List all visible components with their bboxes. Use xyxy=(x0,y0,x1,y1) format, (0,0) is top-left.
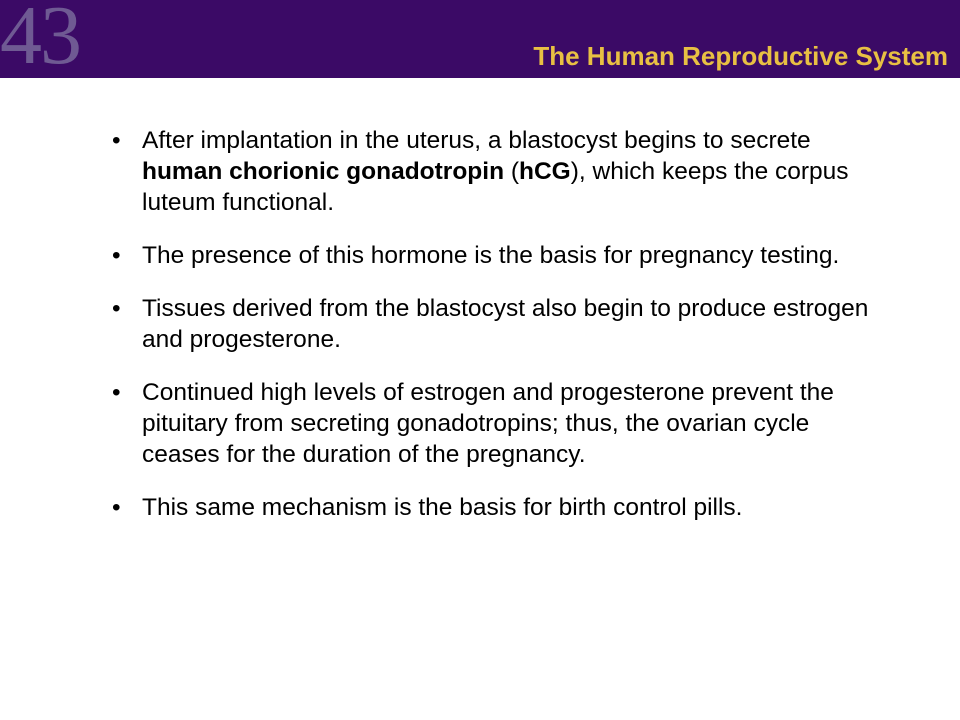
bullet-dot: • xyxy=(112,127,121,154)
bullet-text: ), which keeps the corpus luteum functional. xyxy=(142,158,849,216)
bullet-item xyxy=(110,240,880,271)
bullet-list xyxy=(110,125,880,545)
slide-header xyxy=(0,0,960,82)
bullet-text: Tissues derived from the blastocyst also begin to produce estrogen and progesterone. xyxy=(142,295,869,353)
bullet-dot: • xyxy=(112,295,121,322)
bullet-item xyxy=(110,125,880,218)
bullet-dot: • xyxy=(112,494,121,521)
bullet-text: This same mechanism is the basis for birth control pills. xyxy=(142,494,743,521)
bullet-dot: • xyxy=(112,379,121,406)
bullet-text: ( xyxy=(504,158,520,185)
bullet-dot: • xyxy=(112,242,121,269)
slide-title: The Human Reproductive System xyxy=(533,41,948,71)
bold-term: hCG xyxy=(519,158,571,185)
bullet-item xyxy=(110,492,880,523)
bullet-text: The presence of this hormone is the basis for pregnancy testing. xyxy=(142,242,840,269)
bullet-item xyxy=(110,293,880,355)
chapter-number: 43 xyxy=(0,0,80,82)
bullet-text: Continued high levels of estrogen and progesterone prevent the pituitary from secreting gonadotropins; thus, the ovarian cycle ceases for the duration of the pregnancy. xyxy=(142,379,834,468)
bullet-item xyxy=(110,377,880,470)
bullet-text: After implantation in the uterus, a blastocyst begins to secrete xyxy=(142,127,811,154)
bold-term: human chorionic gonadotropin xyxy=(142,158,505,185)
